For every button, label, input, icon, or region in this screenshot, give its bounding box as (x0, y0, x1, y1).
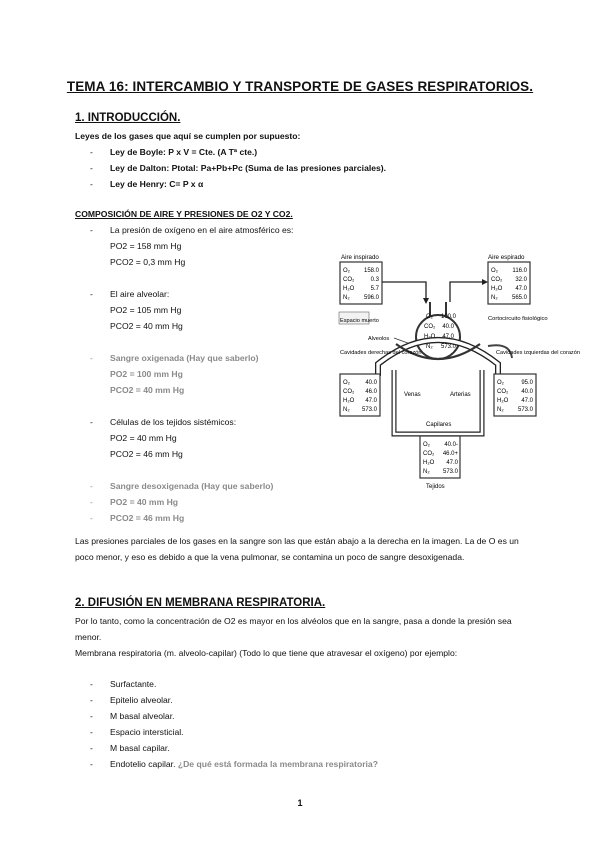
svg-text:CO₂: CO₂ (343, 389, 355, 395)
svg-text:32.0: 32.0 (515, 277, 527, 283)
svg-text:40.0-: 40.0- (444, 442, 458, 448)
group-po2: PO2 = 40 mm Hg (110, 497, 179, 507)
svg-text:H₂O: H₂O (343, 398, 355, 404)
svg-text:0.3: 0.3 (370, 277, 379, 283)
membrane-item: Surfactante. (110, 679, 157, 689)
group-po2: PO2 = 40 mm Hg (110, 433, 177, 443)
svg-text:N₂: N₂ (343, 295, 350, 301)
law-boyle: Ley de Boyle: P x V = Cte. (A Tª cte.) (110, 147, 258, 157)
svg-text:N₂: N₂ (423, 469, 430, 475)
composition-subheading: COMPOSICIÓN DE AIRE Y PRESIONES DE O2 Y CO2. (75, 209, 293, 219)
svg-text:95.0: 95.0 (521, 380, 533, 386)
svg-text:47.0: 47.0 (521, 398, 533, 404)
membrane-item: M basal capilar. (110, 743, 170, 753)
svg-text:47.0: 47.0 (446, 460, 458, 466)
group-label: La presión de oxígeno en el aire atmosférico es: (110, 225, 294, 235)
svg-text:O₂: O₂ (426, 314, 433, 320)
svg-text:N₂: N₂ (497, 407, 504, 413)
bullet-dash: - (90, 179, 93, 189)
page-title: TEMA 16: INTERCAMBIO Y TRANSPORTE DE GASES RESPIRATORIOS. (66, 79, 534, 94)
expired-title: Aire espirado (488, 254, 525, 261)
svg-text:H₂O: H₂O (343, 286, 355, 292)
svg-text:CO₂: CO₂ (491, 277, 503, 283)
left-heart-label: Cavidades izquierdas del corazón (496, 350, 580, 356)
group-po2: PO2 = 100 mm Hg (110, 369, 183, 379)
membrane-item: M basal alveolar. (110, 711, 175, 721)
bullet-dash: - (90, 163, 93, 173)
svg-text:CO₂: CO₂ (343, 277, 355, 283)
section-2-heading: 2. DIFUSIÓN EN MEMBRANA RESPIRATORIA. (75, 597, 326, 609)
dead-space-label: Espacio muerto (340, 318, 379, 324)
inspired-title: Aire inspirado (341, 254, 379, 261)
expired-arrow (450, 282, 486, 302)
svg-text:O₂: O₂ (497, 380, 504, 386)
svg-text:N₂: N₂ (426, 344, 433, 350)
svg-text:47.0: 47.0 (365, 398, 377, 404)
section-1-heading: 1. INTRODUCCIÓN. (75, 112, 181, 124)
membrane-item: Espacio intersticial. (110, 727, 184, 737)
svg-text:H₂O: H₂O (491, 286, 503, 292)
svg-text:N₂: N₂ (491, 295, 498, 301)
diffusion-paragraph: Por lo tanto, como la concentración de O2 es mayor en los alvéolos que en la sangre, pasa a donde la presión sea menor. (75, 616, 512, 642)
inspired-arrow (382, 282, 426, 302)
bullet-dash: - (90, 727, 93, 737)
page-number: 1 (297, 798, 303, 808)
law-dalton: Ley de Dalton: Ptotal: Pa+Pb+Pc (Suma de las presiones parciales). (110, 163, 387, 173)
group-pco2: PCO2 = 46 mm Hg (110, 513, 185, 523)
arteries-label: Arterias (450, 392, 471, 398)
svg-text:116.0: 116.0 (512, 268, 527, 274)
svg-text:46.0+: 46.0+ (442, 451, 458, 457)
capillaries-label: Capilares (426, 422, 452, 428)
svg-text:46.0: 46.0 (365, 389, 377, 395)
membrane-item: Endotelio capilar. (110, 759, 176, 769)
bullet-dash: - (90, 147, 93, 157)
group-label: Sangre desoxigenada (Hay que saberlo) (110, 481, 274, 491)
bullet-dash: - (90, 513, 93, 523)
bullet-dash: - (90, 289, 93, 299)
bullet-dash: - (90, 695, 93, 705)
svg-text:565.0: 565.0 (511, 295, 527, 301)
tissues-label: Tejidos (426, 484, 445, 490)
svg-text:40.0: 40.0 (442, 324, 454, 330)
group-label: El aire alveolar: (110, 289, 170, 299)
expired-rows (491, 268, 528, 301)
svg-text:CO₂: CO₂ (497, 389, 509, 395)
group-pco2: PCO2 = 0,3 mm Hg (110, 257, 186, 267)
svg-text:596.0: 596.0 (363, 295, 379, 301)
law-henry: Ley de Henry: C= P x α (110, 179, 204, 189)
veins-label: Venas (404, 392, 421, 398)
svg-text:H₂O: H₂O (497, 398, 509, 404)
svg-text:O₂: O₂ (343, 268, 350, 274)
svg-text:573.0: 573.0 (440, 344, 456, 350)
group-po2: PO2 = 158 mm Hg (110, 241, 182, 251)
gas-exchange-diagram (338, 246, 580, 494)
arrowhead (423, 298, 429, 304)
svg-text:5.7: 5.7 (370, 286, 379, 292)
membrane-item: Epitelio alveolar. (110, 695, 173, 705)
svg-text:CO₂: CO₂ (423, 451, 435, 457)
group-pco2: PCO2 = 40 mm Hg (110, 321, 183, 331)
partial-pressure-paragraph: Las presiones parciales de los gases en la sangre son las que están abajo a la derecha en la imagen. La de O es un poco menor, y eso es debido a que la vena pulmonar, se contamina un poco de sangre desoxigenada. (75, 536, 519, 562)
svg-text:N₂: N₂ (343, 407, 350, 413)
bullet-dash: - (90, 225, 93, 235)
bullet-dash: - (90, 759, 93, 769)
group-pco2: PCO2 = 40 mm Hg (110, 385, 185, 395)
membrane-item-last (110, 756, 378, 772)
bullet-dash: - (90, 497, 93, 507)
group-label: Sangre oxigenada (Hay que saberlo) (110, 353, 259, 363)
svg-text:573.0: 573.0 (442, 469, 458, 475)
svg-text:O₂: O₂ (491, 268, 498, 274)
bullet-dash: - (90, 743, 93, 753)
svg-text:40.0: 40.0 (365, 380, 377, 386)
svg-text:O₂: O₂ (423, 442, 430, 448)
inspired-rows (343, 268, 380, 301)
svg-text:H₂O: H₂O (424, 334, 436, 340)
membrane-question: ¿De qué está formada la membrana respiratoria? (177, 759, 378, 769)
bullet-dash: - (90, 353, 93, 363)
membrane-paragraph: Membrana respiratoria (m. alveolo-capilar) (Todo lo que tiene que atravesar el oxígeno) por ejemplo: (75, 648, 458, 658)
svg-text:O₂: O₂ (343, 380, 350, 386)
bullet-dash: - (90, 679, 93, 689)
svg-text:158.0: 158.0 (363, 268, 379, 274)
group-po2: PO2 = 105 mm Hg (110, 305, 182, 315)
arrowhead (482, 279, 488, 285)
svg-text:CO₂: CO₂ (424, 324, 436, 330)
bullet-dash: - (90, 711, 93, 721)
svg-text:47.0: 47.0 (442, 334, 454, 340)
svg-text:573.0: 573.0 (361, 407, 377, 413)
group-pco2: PCO2 = 46 mm Hg (110, 449, 183, 459)
laws-intro: Leyes de los gases que aquí se cumplen por supuesto: (75, 131, 301, 141)
svg-text:573.0: 573.0 (517, 407, 533, 413)
right-heart-label: Cavidades derechas del corazón (340, 350, 422, 356)
shunt-label: Cortocircuito fisiológico (488, 316, 548, 322)
svg-text:H₂O: H₂O (423, 460, 435, 466)
svg-text:100.0: 100.0 (440, 314, 456, 320)
alveoli-label: Alveolos (368, 336, 390, 342)
svg-text:47.0: 47.0 (515, 286, 527, 292)
group-label: Células de los tejidos sistémicos: (110, 417, 237, 427)
bullet-dash: - (90, 417, 93, 427)
svg-text:40.0: 40.0 (521, 389, 533, 395)
bullet-dash: - (90, 481, 93, 491)
